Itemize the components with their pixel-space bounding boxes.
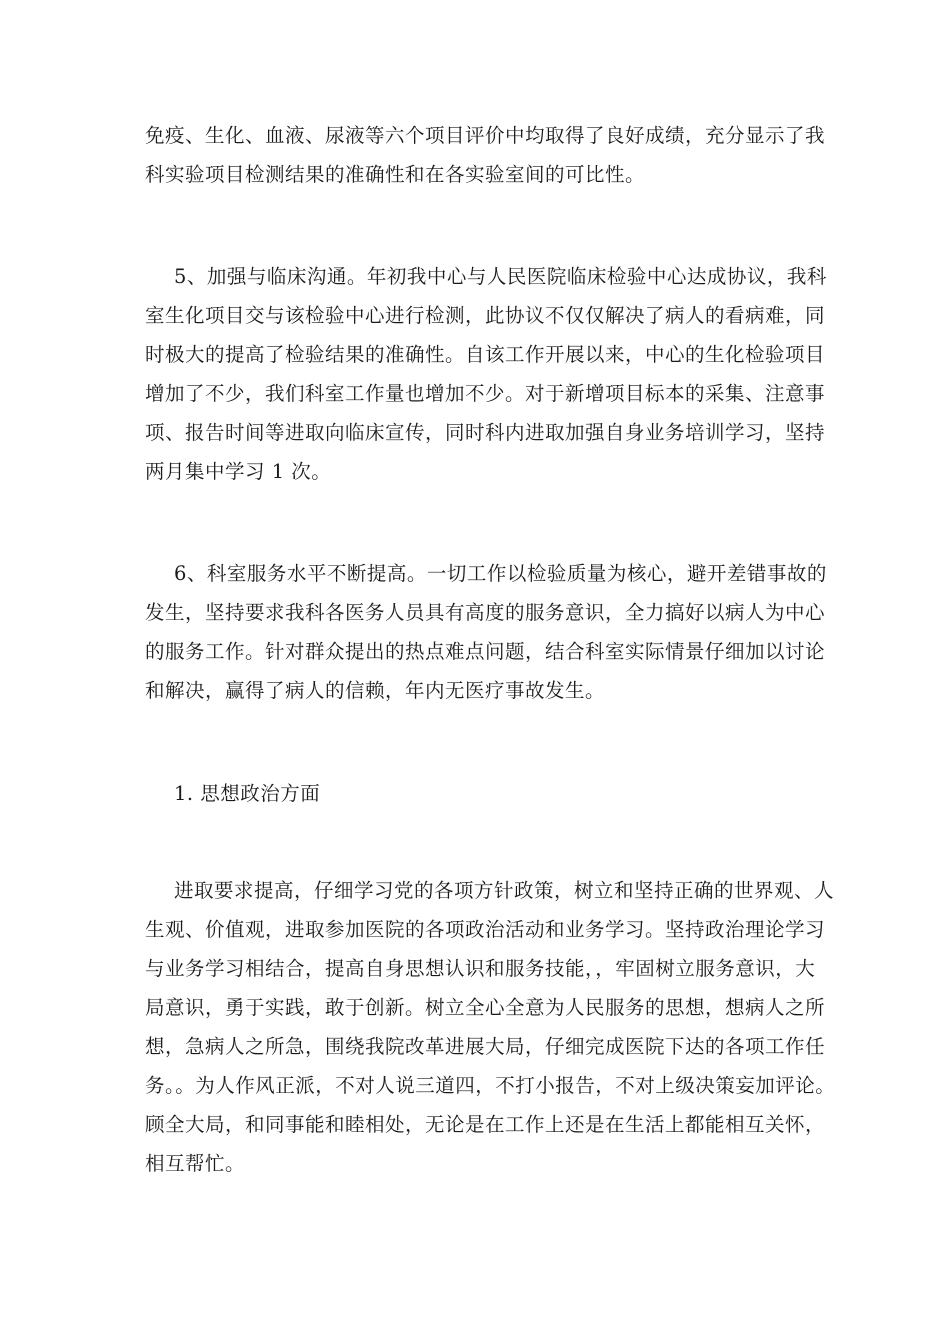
text-line: 的服务工作。针对群众提出的热点难点问题，结合科室实际情景仔细加以讨论 bbox=[145, 640, 826, 663]
text-line: 想，急病人之所急，围绕我院改革进展大局，仔细完成医院下达的各项工作任 bbox=[145, 1035, 826, 1058]
text-line: 务。。为人作风正派，不对人说三道四，不打小报告，不对上级决策妄加评论。 bbox=[145, 1074, 836, 1097]
text-line: 时极大的提高了检验结果的准确性。自该工作开展以来，中心的生化检验项目 bbox=[145, 343, 826, 366]
text-line: 顾全大局，和同事能和睦相处，无论是在工作上还是在生活上都能相互关怀， bbox=[145, 1113, 826, 1136]
text-line: 发生，坚持要求我科各医务人员具有高度的服务意识，全力搞好以病人为中心 bbox=[145, 601, 826, 624]
text-line: 进取要求提高，仔细学习党的各项方针政策，树立和坚持正确的世界观、人 bbox=[174, 879, 835, 902]
text-line: 5、加强与临床沟通。年初我中心与人民医院临床检验中心达成协议，我科 bbox=[174, 265, 827, 288]
text-line: 局意识，勇于实践，敢于创新。树立全心全意为人民服务的思想，想病人之所 bbox=[145, 996, 826, 1019]
text-line: 增加了不少，我们科室工作量也增加不少。对于新增项目标本的采集、注意事 bbox=[145, 382, 826, 405]
text-line: 室生化项目交与该检验中心进行检测，此协议不仅仅解决了病人的看病难，同 bbox=[145, 304, 826, 327]
text-line: 与业务学习相结合，提高自身思想认识和服务技能，，牢固树立服务意识，大 bbox=[145, 957, 816, 980]
text-line: 项、报告时间等进取向临床宣传，同时科内进取加强自身业务培训学习，坚持 bbox=[145, 421, 826, 444]
text-line: 两月集中学习 1 次。 bbox=[145, 460, 332, 483]
text-line: 相互帮忙。 bbox=[145, 1152, 246, 1175]
text-line: 免疫、生化、血液、尿液等六个项目评价中均取得了良好成绩，充分显示了我 bbox=[145, 124, 826, 147]
text-line: 科实验项目检测结果的准确性和在各实验室间的可比性。 bbox=[145, 163, 646, 186]
text-line: 生观、价值观，进取参加医院的各项政治活动和业务学习。坚持政治理论学习 bbox=[145, 918, 826, 941]
text-line: 6、科室服务水平不断提高。一切工作以检验质量为核心，避开差错事故的 bbox=[174, 562, 827, 585]
heading-text: 1. 思想政治方面 bbox=[174, 782, 321, 805]
text-line: 和解决，赢得了病人的信赖，年内无医疗事故发生。 bbox=[145, 679, 606, 702]
